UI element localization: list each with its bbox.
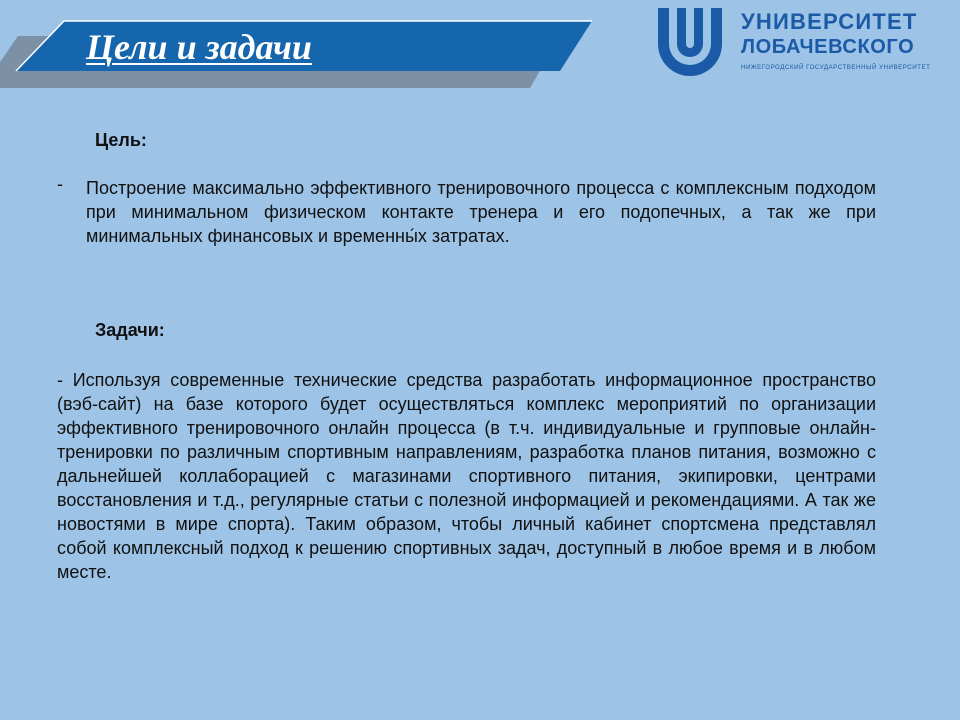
goal-bullet: - bbox=[57, 174, 63, 194]
logo-text-subtitle: НИЖЕГОРОДСКИЙ ГОСУДАРСТВЕННЫЙ УНИВЕРСИТЕТ bbox=[741, 64, 931, 71]
tasks-heading: Задачи: bbox=[95, 320, 165, 340]
logo-text-university: УНИВЕРСИТЕТ bbox=[741, 9, 918, 34]
university-logo-icon bbox=[653, 6, 727, 82]
tasks-text: - Используя современные технические средства разработать информационное пространство (вэб-сайт) на базе которого будет осуществляться комплекс мероприятий по организации эффективного тренировочного онлайн процесса (в т.ч. индивидуальные и групповые онлайн-тренировки по различным спортивным направлениям, разработка планов питания, возможно с дальнейшей коллаборацией с магазинами спортивного питания, экипировки, центрами восстановления и т.д., регулярные статьи с полезной информацией и рекомендациями. А так же новостями в мире спорта). Таким образом, чтобы личный кабинет спортсмена представлял собой комплексный подход к решению спортивных задач, доступный в любое время и в любом месте. bbox=[57, 370, 876, 582]
goal-text: Построение максимально эффективного тренировочного процесса с комплексным подходом при минимальном физическом контакте тренера и его подопечных, а так же при минимальных финансовых и временны́х затратах. bbox=[86, 178, 876, 246]
logo-text-lobachevsky: ЛОБАЧЕВСКОГО bbox=[741, 36, 915, 58]
page-title: Цели и задачи bbox=[86, 27, 312, 67]
goal-heading: Цель: bbox=[95, 130, 147, 150]
